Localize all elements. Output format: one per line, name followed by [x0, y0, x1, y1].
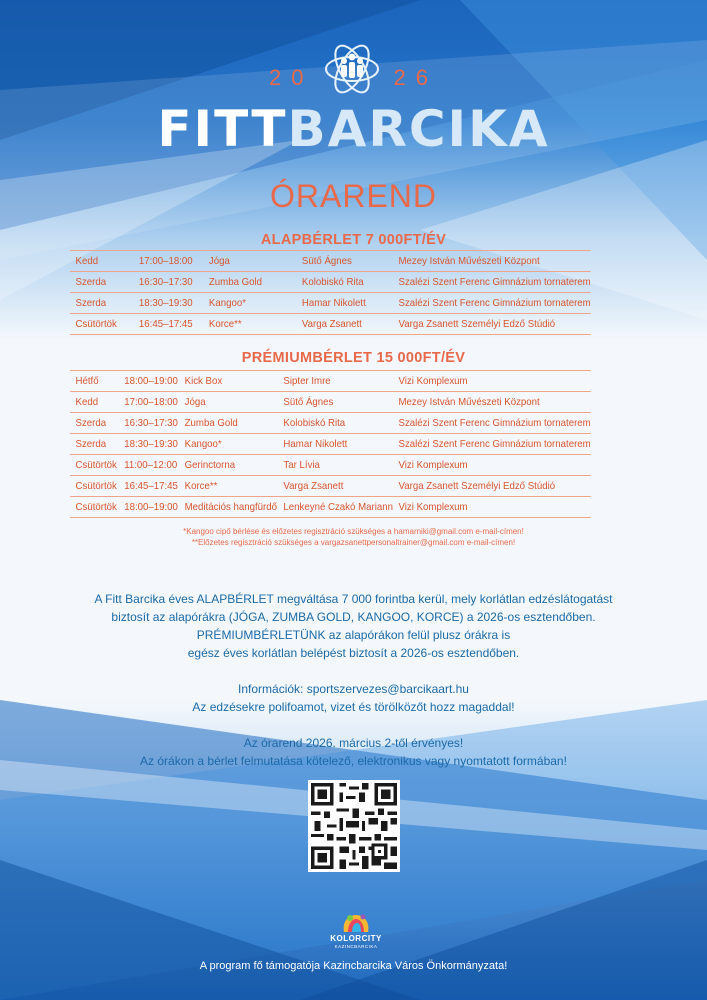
cell-day: Szerda	[70, 413, 119, 434]
table-row	[70, 293, 591, 314]
cell-coach: Hamar Nikolett	[296, 293, 393, 314]
cell-location: Mezey István Művészeti Központ	[393, 392, 591, 413]
cell-coach: Sipter Imre	[278, 371, 393, 392]
cell-coach: Sütő Ágnes	[278, 392, 393, 413]
cell-time: 18:30–19:30	[119, 434, 179, 455]
table-row	[70, 251, 591, 272]
cell-time: 18:00–19:00	[119, 371, 179, 392]
cell-class: Zumba Gold	[179, 413, 278, 434]
cell-coach: Lenkeyné Czakó Mariann	[278, 497, 393, 518]
footnotes	[0, 526, 707, 548]
info-line: PRÉMIUMBÉRLETÜNK az alapórákon felül plusz órákra is	[196, 628, 511, 642]
cell-coach: Tar Lívia	[278, 455, 393, 476]
table-row	[70, 371, 591, 392]
section-title-basic: ALAPBÉRLET 7 000FT/ÉV	[260, 232, 447, 248]
info-line: Az órákon a bérlet felmutatása kötelező, elektronikus vagy nyomtatott formában!	[140, 754, 567, 768]
kolorcity-logo	[326, 910, 386, 954]
table-row	[70, 392, 591, 413]
info-line: biztosít az alapórákra (JÓGA, ZUMBA GOLD, KANGOO, KORCE) a 2026-os esztendőben.	[111, 610, 596, 624]
cell-coach: Hamar Nikolett	[278, 434, 393, 455]
cell-class: Korce**	[203, 314, 296, 335]
kolorcity-text: KOLORCITY	[330, 934, 382, 943]
kolorcity-subtext: KAZINCBARCIKA	[334, 944, 378, 949]
info-line: Az edzésekre polifoamot, vizet és törölközőt hozz magaddal!	[192, 700, 515, 714]
footnote-kangoo: *Kangoo cipő bérlése és előzetes regisztráció szükséges a hamarniki@gmail.com e-mail-címen!	[183, 527, 524, 536]
cell-class: Gerinctorna	[179, 455, 278, 476]
year-left: 20	[269, 65, 314, 90]
cell-location: Varga Zsanett Személyi Edző Stúdió	[393, 476, 591, 497]
cell-class: Zumba Gold	[203, 272, 296, 293]
info-validity: Az órarend 2026. március 2-től érvényes!	[243, 736, 464, 750]
table-row	[70, 497, 591, 518]
cell-day: Csütörtök	[70, 497, 119, 518]
cell-time: 18:30–19:30	[133, 293, 203, 314]
info-line: egész éves korlátlan belépést biztosít a 2026-os esztendőben.	[187, 646, 520, 660]
year-right: 26	[393, 65, 438, 90]
cell-coach: Kolobiskó Rita	[278, 413, 393, 434]
cell-location: Mezey István Művészeti Központ	[393, 251, 591, 272]
cell-coach: Sütő Ágnes	[296, 251, 393, 272]
cell-class: Jóga	[203, 251, 296, 272]
cell-time: 17:00–18:00	[133, 251, 203, 272]
table-row	[70, 476, 591, 497]
brand-part-barcika: BARCIKA	[287, 100, 550, 158]
sponsor-text: A program fő támogatója Kazincbarcika Város Önkormányzata!	[199, 960, 508, 972]
cell-day: Hétfő	[70, 371, 119, 392]
section-title-premium: PRÉMIUMBÉRLET 15 000FT/ÉV	[241, 350, 466, 366]
cell-day: Szerda	[70, 434, 119, 455]
cell-time: 11:00–12:00	[119, 455, 179, 476]
cell-coach: Varga Zsanett	[296, 314, 393, 335]
table-row	[70, 272, 591, 293]
schedule-table-basic	[70, 250, 591, 335]
cell-location: Szalézi Szent Ferenc Gimnázium tornaterem	[393, 293, 591, 314]
table-row	[70, 434, 591, 455]
fittbarcika-logo-icon	[320, 37, 384, 101]
brand-part-fitt: FITT	[157, 100, 288, 158]
info-block	[0, 590, 707, 770]
schedule-table-premium	[70, 370, 591, 518]
cell-time: 16:30–17:30	[133, 272, 203, 293]
table-row	[70, 314, 591, 335]
cell-day: Szerda	[70, 272, 133, 293]
cell-location: Vizi Komplexum	[393, 497, 591, 518]
table-row	[70, 413, 591, 434]
cell-class: Kick Box	[179, 371, 278, 392]
cell-time: 16:45–17:45	[119, 476, 179, 497]
cell-location: Varga Zsanett Személyi Edző Stúdió	[393, 314, 591, 335]
cell-class: Jóga	[179, 392, 278, 413]
cell-day: Csütörtök	[70, 455, 119, 476]
cell-coach: Varga Zsanett	[278, 476, 393, 497]
cell-time: 17:00–18:00	[119, 392, 179, 413]
cell-day: Kedd	[70, 392, 119, 413]
cell-time: 18:00–19:00	[119, 497, 179, 518]
cell-day: Szerda	[70, 293, 133, 314]
kolorcity-lion-icon	[326, 910, 386, 936]
cell-location: Szalézi Szent Ferenc Gimnázium tornaterem	[393, 272, 591, 293]
footnote-korce: **Előzetes regisztráció szükséges a vargazsanettpersonaltrainer@gmail.com e-mail-címen!	[191, 538, 516, 547]
info-line: A Fitt Barcika éves ALAPBÉRLET megváltása 7 000 forintba kerül, mely korlátlan edzéslátogatást	[94, 592, 613, 606]
cell-location: Szalézi Szent Ferenc Gimnázium tornaterem	[393, 413, 591, 434]
cell-class: Kangoo*	[179, 434, 278, 455]
brand-title	[0, 100, 707, 158]
cell-day: Csütörtök	[70, 314, 133, 335]
cell-coach: Kolobiskó Rita	[296, 272, 393, 293]
qr-code-icon[interactable]	[308, 780, 400, 872]
cell-class: Korce**	[179, 476, 278, 497]
table-row	[70, 455, 591, 476]
cell-location: Vizi Komplexum	[393, 371, 591, 392]
year-row	[0, 60, 707, 96]
cell-time: 16:45–17:45	[133, 314, 203, 335]
cell-time: 16:30–17:30	[119, 413, 179, 434]
info-contact: Információk: sportszervezes@barcikaart.hu	[238, 682, 469, 696]
cell-location: Vizi Komplexum	[393, 455, 591, 476]
cell-location: Szalézi Szent Ferenc Gimnázium tornaterem	[393, 434, 591, 455]
cell-class: Kangoo*	[203, 293, 296, 314]
cell-day: Kedd	[70, 251, 133, 272]
cell-day: Csütörtök	[70, 476, 119, 497]
cell-class: Meditációs hangfürdő	[179, 497, 278, 518]
page-title: ÓRAREND	[269, 178, 437, 214]
